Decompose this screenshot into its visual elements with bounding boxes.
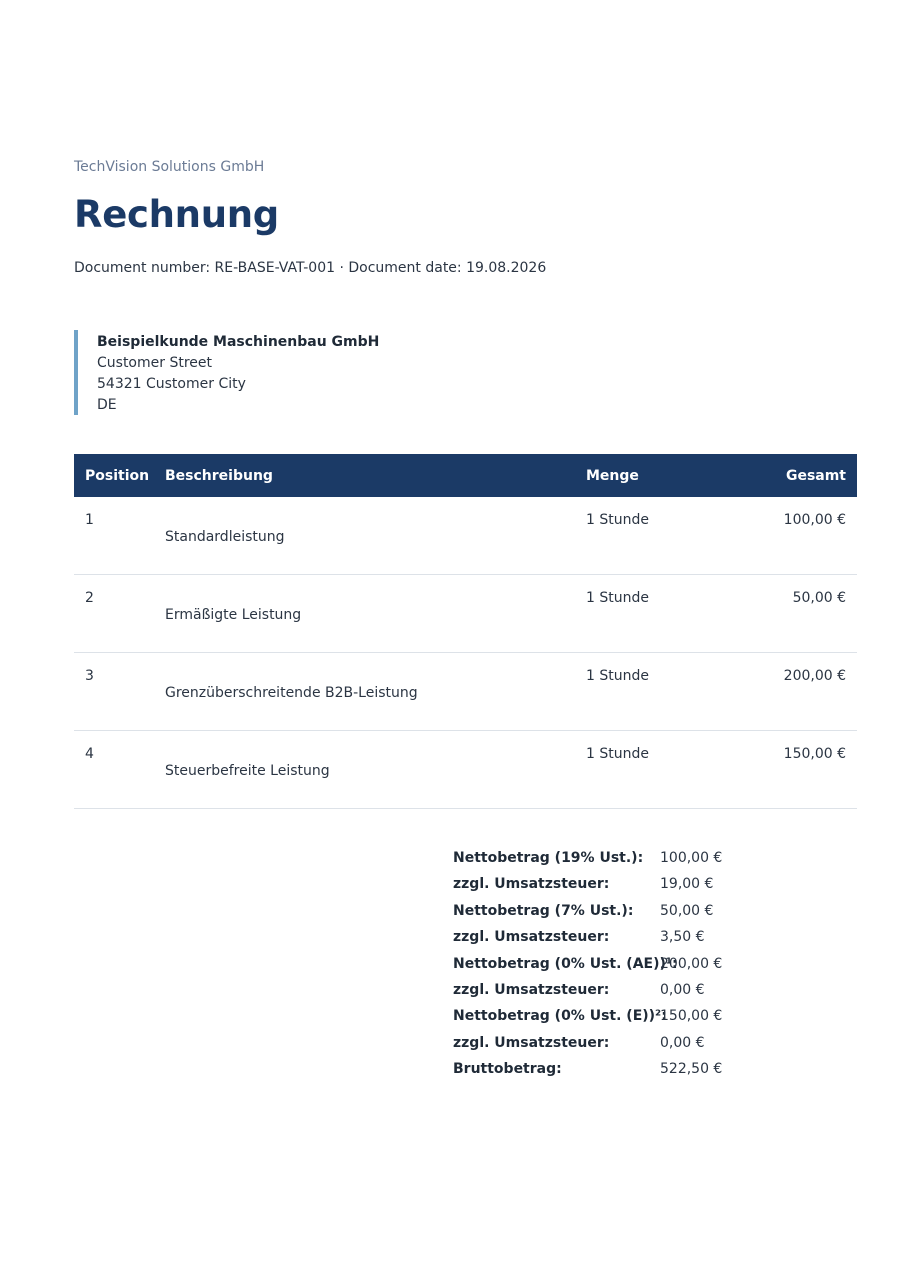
totals-label: zzgl. Umsatzsteuer: xyxy=(453,1034,610,1051)
row-description: Grenzüberschreitende B2B-Leistung xyxy=(165,685,418,701)
totals-row-gross xyxy=(453,1056,722,1082)
table-row xyxy=(74,731,857,809)
totals-row xyxy=(453,924,722,950)
row-position: 4 xyxy=(85,746,94,762)
header-position: Position xyxy=(85,467,150,484)
row-quantity: 1 Stunde xyxy=(586,590,649,606)
header-total: Gesamt xyxy=(785,467,846,484)
totals-label: zzgl. Umsatzsteuer: xyxy=(453,929,610,946)
totals-label: Nettobetrag (0% Ust. (E))²: xyxy=(453,1008,667,1025)
recipient-address xyxy=(74,330,474,415)
document-meta: Document number: RE-BASE-VAT-001 · Document date: 19.08.2026 xyxy=(74,260,547,276)
header-quantity: Menge xyxy=(586,467,639,484)
totals-value: 19,00 € xyxy=(660,876,714,893)
table-row xyxy=(74,575,857,653)
row-position: 3 xyxy=(85,668,94,684)
row-quantity: 1 Stunde xyxy=(586,512,649,528)
line-items-table xyxy=(74,454,857,809)
table-row xyxy=(74,497,857,575)
totals-value: 150,00 € xyxy=(660,1008,723,1025)
totals-row xyxy=(453,951,722,977)
recipient-city: 54321 Customer City xyxy=(97,376,246,392)
row-position: 2 xyxy=(85,590,94,606)
header-description: Beschreibung xyxy=(165,467,273,484)
totals-label: zzgl. Umsatzsteuer: xyxy=(453,981,610,998)
totals-row xyxy=(453,977,722,1003)
totals-label: zzgl. Umsatzsteuer: xyxy=(453,876,610,893)
totals-label: Nettobetrag (0% Ust. (AE))¹: xyxy=(453,955,678,972)
totals-value: 50,00 € xyxy=(660,902,714,919)
table-row xyxy=(74,653,857,731)
row-total: 150,00 € xyxy=(783,746,846,762)
table-header xyxy=(74,454,857,497)
row-description: Ermäßigte Leistung xyxy=(165,607,302,623)
row-description: Steuerbefreite Leistung xyxy=(165,763,330,779)
totals-value: 0,00 € xyxy=(660,1034,705,1051)
totals-summary xyxy=(453,845,722,1083)
recipient-name: Beispielkunde Maschinenbau GmbH xyxy=(97,334,380,350)
totals-value: 200,00 € xyxy=(660,955,723,972)
row-description: Standardleistung xyxy=(165,529,285,545)
totals-row xyxy=(453,1030,722,1056)
totals-value: 3,50 € xyxy=(660,929,705,946)
row-total: 200,00 € xyxy=(783,668,846,684)
recipient-country: DE xyxy=(97,397,117,413)
totals-label: Nettobetrag (19% Ust.): xyxy=(453,850,644,866)
totals-value: 100,00 € xyxy=(660,850,723,866)
totals-row xyxy=(453,898,722,924)
row-total: 50,00 € xyxy=(792,590,846,606)
company-name: TechVision Solutions GmbH xyxy=(74,159,265,175)
row-quantity: 1 Stunde xyxy=(586,668,649,684)
totals-row xyxy=(453,1003,722,1029)
totals-row xyxy=(453,871,722,897)
gross-total-value: 522,50 € xyxy=(660,1061,723,1078)
totals-row xyxy=(453,845,722,871)
row-position: 1 xyxy=(85,512,94,528)
gross-total-label: Bruttobetrag: xyxy=(453,1061,562,1078)
totals-value: 0,00 € xyxy=(660,981,705,998)
document-title: Rechnung xyxy=(74,193,279,236)
recipient-street: Customer Street xyxy=(97,355,212,371)
totals-label: Nettobetrag (7% Ust.): xyxy=(453,902,634,919)
row-quantity: 1 Stunde xyxy=(586,746,649,762)
row-total: 100,00 € xyxy=(783,512,846,528)
